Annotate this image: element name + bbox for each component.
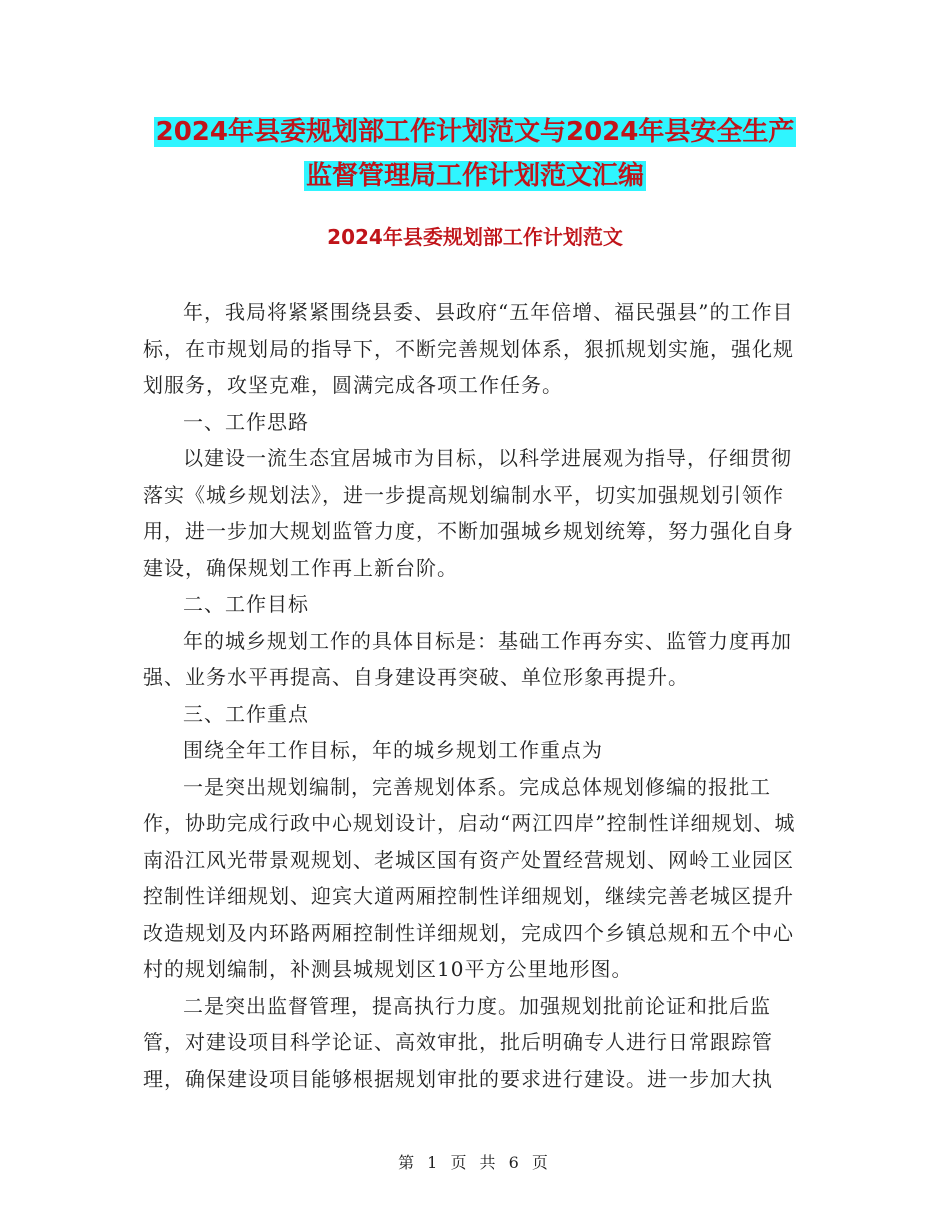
paragraph: 年的城乡规划工作的具体目标是：基础工作再夯实、监管力度再加强、业务水平再提高、自身建设再突破、单位形象再提升。	[143, 628, 792, 689]
document-title	[0, 110, 950, 198]
paragraph: 年，我局将紧紧围绕县委、县政府“五年倍增、福民强县”的工作目标，在市规划局的指导下，不断完善规划体系，狠抓规划实施，强化规划服务，攻坚克难，圆满完成各项工作任务。	[143, 300, 794, 397]
title-line-2: 监督管理局工作计划范文汇编	[305, 161, 644, 191]
page-footer: 第 1 页 共 6 页	[398, 1153, 552, 1172]
section-title: 2024年县委规划部工作计划范文	[327, 225, 623, 249]
heading-work-goals: 二、工作目标	[183, 592, 309, 616]
heading-work-approach: 一、工作思路	[183, 409, 309, 434]
paragraph: 围绕全年工作目标，年的城乡规划工作重点为	[183, 738, 603, 762]
paragraph: 以建设一流生态宜居城市为目标，以科学进展观为指导，仔细贯彻落实《城乡规划法》，进一步提高规划编制水平，切实加强规划引领作用，进一步加大规划监管力度，不断加强城乡规划统筹，努力强化自身建设，确保规划工作再上新台阶。	[143, 446, 794, 580]
title-line-1: 2024年县委规划部工作计划范文与2024年县安全生产	[155, 117, 795, 147]
document-body	[143, 294, 808, 1097]
paragraph: 二是突出监督管理，提高执行力度。加强规划批前论证和批后监管，对建设项目科学论证、高效审批，批后明确专人进行日常跟踪管理，确保建设项目能够根据规划审批的要求进行建设。进一步加大执	[143, 993, 773, 1091]
paragraph: 一是突出规划编制，完善规划体系。完成总体规划修编的报批工作，协助完成行政中心规划设计，启动“两江四岸”控制性详细规划、城南沿江风光带景观规划、老城区国有资产处置经营规划、网岭工业园区控制性详细规划、迎宾大道两厢控制性详细规划，继续完善老城区提升改造规划及内环路两厢控制性详细规划，完成四个乡镇总规和五个中心村的规划编制，补测县城规划区10平方公里地形图。	[143, 774, 796, 981]
heading-work-focus: 三、工作重点	[183, 701, 309, 726]
